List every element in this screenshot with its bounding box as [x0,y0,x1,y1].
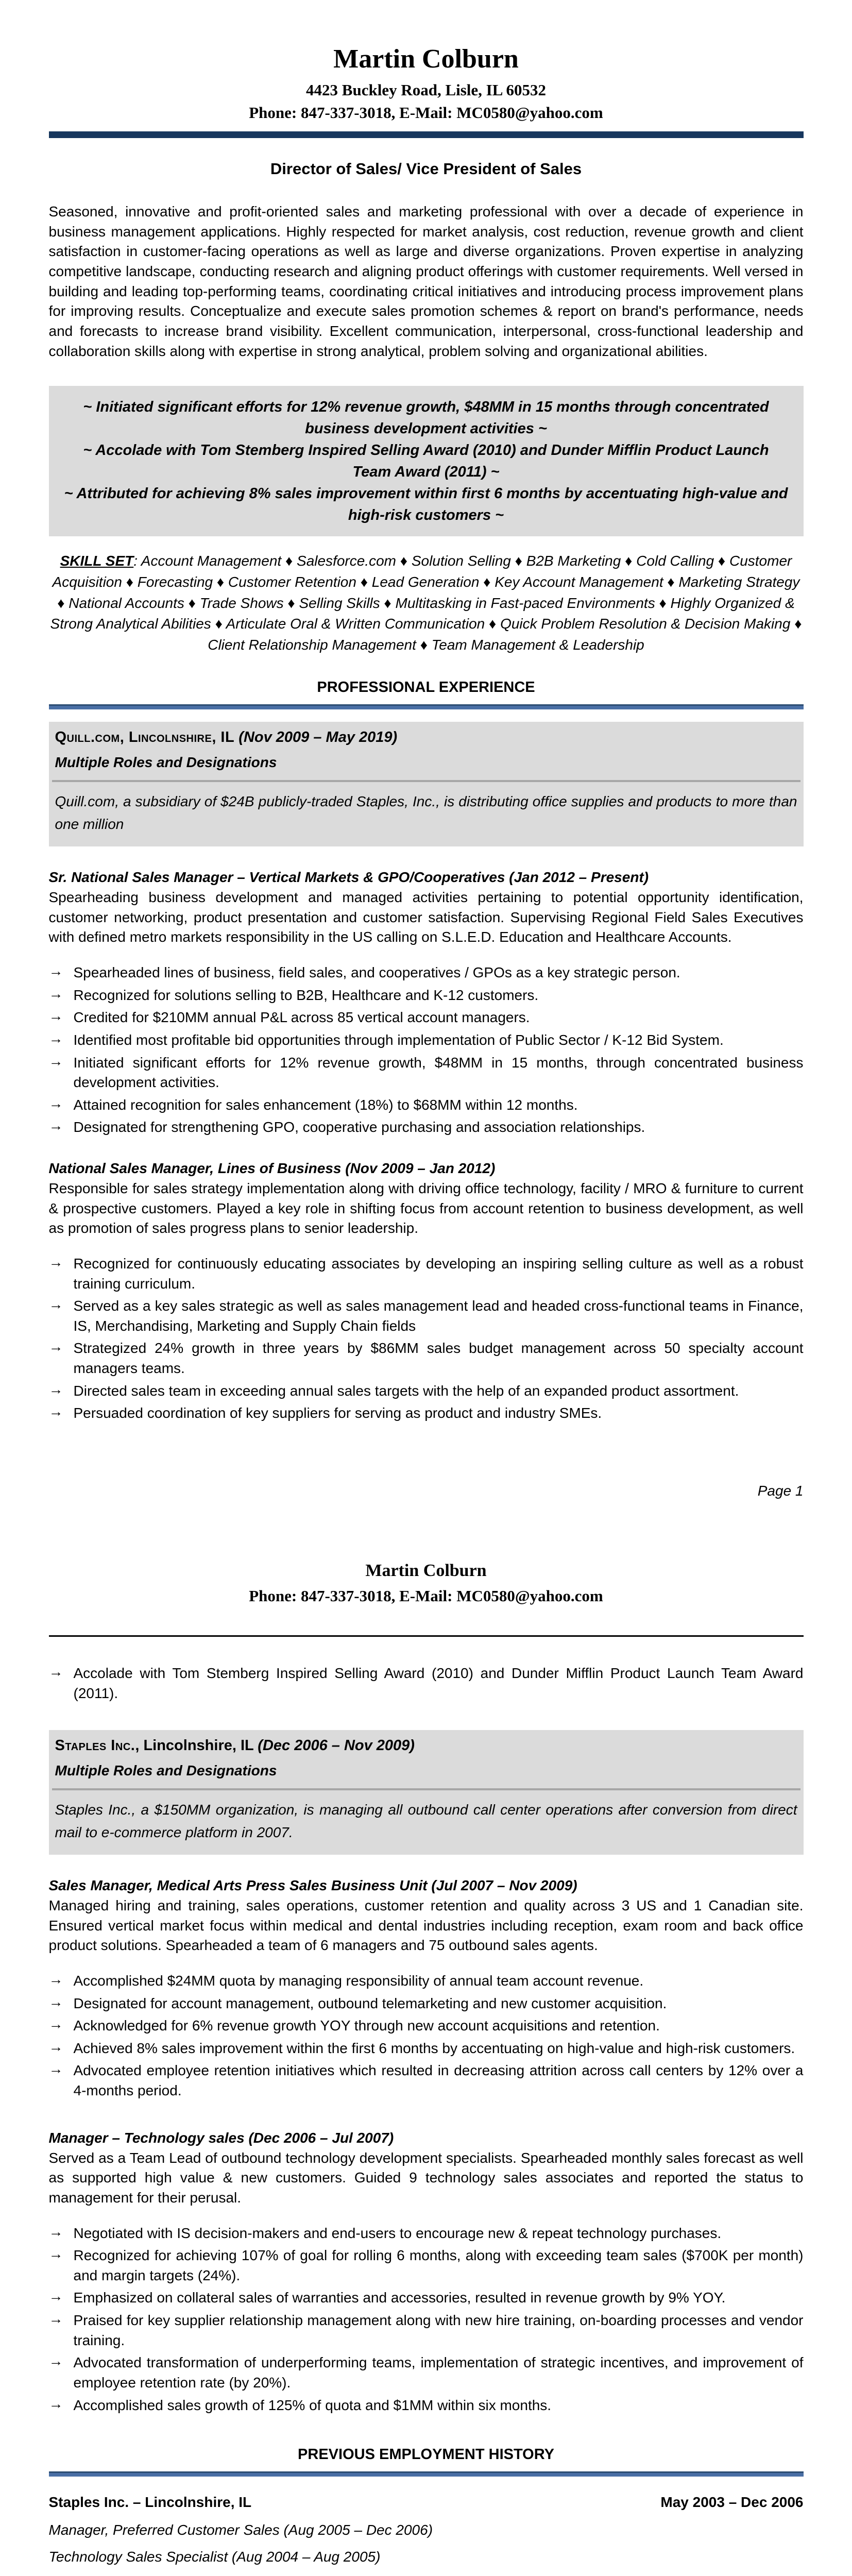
company-box-quill [49,722,804,846]
employer-dates: May 2003 – Dec 2006 [660,2494,804,2511]
bullet-text: Accolade with Tom Stemberg Inspired Selling Award (2010) and Dunder Mifflin Product Launch Team Award (2011). [73,1665,804,1701]
header-rule [49,131,804,138]
arrow-bullet-icon: → [48,1971,63,1987]
role-bullet [49,1095,804,1115]
section-rule [49,704,804,709]
role-title: National Sales Manager, Lines of Business (Nov 2009 – Jan 2012) [48,1160,496,1177]
role-bullet [49,2288,804,2308]
arrow-bullet-icon: → [48,1030,63,1046]
previous-employer [49,2494,804,2576]
arrow-bullet-icon: → [48,1253,63,1270]
role-description: Managed hiring and training, sales operations, customer retention and quality across 3 US and 1 Canadian site. Ensured vertical market focus within medical and dental industries including reception, exam room and back office product solutions. Spearheaded a team of 6 managers and 75 outbound sales agents. [48,1897,804,1954]
arrow-bullet-icon: → [48,2038,63,2055]
bullet-text: Advocated transformation of underperforming teams, implementation of strategic incentives, and improvement of employee retention rate (by 20%). [73,2354,804,2391]
role-title: Sales Manager, Medical Arts Press Sales Business Unit (Jul 2007 – Nov 2009) [48,1877,577,1893]
bullet-text: Praised for key supplier relationship management along with new hire training, on-boarding processes and vendor training. [73,2312,804,2348]
arrow-bullet-icon: → [48,963,63,979]
bullet-text: Achieved 8% sales improvement within the first 6 months by accentuating on high-value and high-risk customers. [73,2040,795,2056]
bullet-text: Acknowledged for 6% revenue growth YOY through new account acquisitions and retention. [73,2018,660,2034]
bullet-text: Initiated significant efforts for 12% revenue growth, $48MM in 15 months, through concentrated business development activities. [73,1054,804,1091]
role-bullet [49,2311,804,2350]
skill-set-label: SKILL SET [60,553,134,569]
role-bullet [49,1296,804,1336]
role-bullet [49,2396,804,2416]
company-box-staples [49,1730,804,1855]
arrow-bullet-icon: → [48,2016,63,2032]
arrow-bullet-icon: → [48,1993,63,2010]
bullet-text: Spearheaded lines of business, field sales, and cooperatives / GPOs as a key strategic person. [73,964,680,981]
bullet-text: Credited for $210MM annual P&L across 85 vertical account managers. [73,1009,530,1026]
role-bullet [49,2246,804,2285]
arrow-bullet-icon: → [48,2246,63,2262]
employer-name: Staples Inc. – Lincolnshire, IL [48,2494,252,2511]
bullet-text: Served as a key sales strategic as well as sales management lead and headed cross-functional teams in Finance, IS, Merchandising, Marketing and Supply Chain fields [73,1298,804,1334]
arrow-bullet-icon: → [48,1053,63,1069]
role-description: Responsible for sales strategy implementation along with driving office technology, facility / MRO & furniture to current & prospective customers. Played a key role in shifting focus from account retention to business development, as well as promotion of sales progress plans to senior leadership. [48,1180,804,1236]
role-bullet-list [49,2224,804,2416]
page2-header-rule [49,1635,804,1637]
resume-document [49,0,804,2576]
role-bullet [49,986,804,1006]
role-bullet [49,2016,804,2036]
bullet-text: Accomplished sales growth of 125% of quota and $1MM within six months. [73,2397,552,2413]
company-subtitle: Multiple Roles and Designations [55,1762,277,1779]
employer-role: Manager, Preferred Customer Sales (Aug 2005 – Dec 2006) [48,2522,433,2538]
role-bullet [49,2061,804,2100]
bullet-text: Strategized 24% growth in three years by $86MM sales budget management across 50 specialty account managers teams. [73,1340,804,1377]
bullet-text: Designated for account management, outbound telemarketing and new customer acquisition. [73,1995,667,2011]
contact-phone-email: Phone: 847-337-3018, E-Mail: MC0580@yahoo.com [249,1586,603,1605]
carryover-bullet-list [49,1664,804,1703]
arrow-bullet-icon: → [48,985,63,1002]
arrow-bullet-icon: → [48,1117,63,1134]
arrow-bullet-icon: → [48,1296,63,1313]
role-bullet [49,1117,804,1138]
candidate-name: Martin Colburn [333,44,519,74]
role-bullet [49,1338,804,1378]
resume-title: Director of Sales/ Vice President of Sales [270,160,582,178]
company-description: Staples Inc., a $150MM organization, is managing all outbound call center operations after conversion from direct mail to e-commerce platform in 2007. [55,1802,797,1840]
company-dates: (Dec 2006 – Nov 2009) [258,1737,415,1754]
page-number: Page 1 [757,1482,804,1499]
bullet-text: Attained recognition for sales enhancement (18%) to $68MM within 12 months. [73,1096,578,1113]
skill-set-colon: : [133,553,141,569]
role-bullet [49,2039,804,2059]
bullet-text: Identified most profitable bid opportunities through implementation of Public Sector / K-12 Bid System. [73,1031,724,1048]
section-heading-professional-experience: PROFESSIONAL EXPERIENCE [317,679,535,696]
arrow-bullet-icon: → [48,1663,63,1680]
arrow-bullet-icon: → [48,2223,63,2240]
role-bullet [49,1008,804,1028]
company-title [49,1730,804,1754]
role-description: Served as a Team Lead of outbound technology development specialists. Spearheaded monthly sales forecast as well as supported high value & new customers. Guided 9 technology sales associates and reported the status to management for their perusal. [48,2149,804,2206]
arrow-bullet-icon: → [48,2311,63,2327]
role-bullet [49,1971,804,1991]
arrow-bullet-icon: → [48,2353,63,2369]
role-description: Spearheading business development and managed activities pertaining to potential opportunity identification, customer networking, product presentation and customer satisfaction. Supervising Regional Field Sales Executives with defined metro markets responsibility in the US calling on S.L.E.D. Education and Healthcare Accounts. [48,889,804,945]
bullet-text: Negotiated with IS decision-makers and end-users to encourage new & repeat technology purchases. [73,2225,722,2241]
section-heading-previous-employment: PREVIOUS EMPLOYMENT HISTORY [298,2446,554,2463]
section-rule [49,2471,804,2477]
contact-phone-email: Phone: 847-337-3018, E-Mail: MC0580@yahoo.com [249,104,603,122]
professional-summary: Seasoned, innovative and profit-oriented sales and marketing professional with over a decade of experience in business management applications. Highly respected for market analysis, cost reduction, revenue growth and client satisfaction in customer-facing operations as well as large and diverse organizations. Proven expertise in analyzing competitive landscape, conducting research and aligning product offerings with customer requirements. Well versed in building and leading top-performing teams, coordinating critical initiatives and introducing process improvement plans for improving results. Conceptualize and execute sales promotion schemes & report on brand's performance, needs and forecasts to increase brand visibility. Excellent communication, interpersonal, cross-functional leadership and collaboration skills along with expertise in strong analytical, problem solving and organizational abilities. [48,204,804,359]
company-description: Quill.com, a subsidiary of $24B publicly-traded Staples, Inc., is distributing office supplies and products to more than one million [55,793,797,832]
bullet-text: Advocated employee retention initiatives which resulted in decreasing attrition across call centers by 12% over a 4-months period. [73,2062,804,2098]
company-location: , Lincolnshire, IL [135,1737,258,1754]
role-bullet [49,1053,804,1093]
company-name: Quill.com, Lincolnshire, IL [55,729,235,746]
company-title [49,722,804,746]
skill-set-section [49,551,804,655]
role-bullet [49,1381,804,1401]
role-title: Manager – Technology sales (Dec 2006 – Jul 2007) [48,2129,394,2146]
achievement-highlight: ~ Attributed for achieving 8% sales improvement within first 6 months by accentuating high-value and high-risk customers ~ [64,485,788,524]
bullet-text: Directed sales team in exceeding annual sales targets with the help of an expanded product assortment. [73,1382,739,1399]
role-bullet-list [49,1971,804,2101]
role-bullet [49,2353,804,2393]
bullet-text: Recognized for continuously educating associates by developing an inspiring selling culture as well as a robust training curriculum. [73,1255,804,1292]
bullet-text: Recognized for achieving 107% of goal for rolling 6 months, along with exceeding team sales ($700K per month) and margin targets (24%). [73,2247,804,2283]
arrow-bullet-icon: → [48,1381,63,1397]
role-bullet [49,1254,804,1294]
arrow-bullet-icon: → [48,1095,63,1111]
company-subtitle: Multiple Roles and Designations [55,754,277,771]
bullet-text: Emphasized on collateral sales of warranties and accessories, resulted in revenue growth by 9% YOY. [73,2290,726,2306]
achievement-highlight: ~ Accolade with Tom Stemberg Inspired Selling Award (2010) and Dunder Mifflin Product Launch Team Award (2011) ~ [83,442,769,481]
role-bullet [49,1030,804,1050]
role-bullet [49,1403,804,1423]
arrow-bullet-icon: → [48,2061,63,2077]
arrow-bullet-icon: → [48,2395,63,2412]
role-bullet-list [49,1254,804,1423]
employer-role: Technology Sales Specialist (Aug 2004 – Aug 2005) [48,2548,381,2565]
arrow-bullet-icon: → [48,1008,63,1024]
achievements-highlight-box [49,386,804,536]
arrow-bullet-icon: → [48,1403,63,1420]
role-bullet-list [49,963,804,1138]
role-bullet [49,1994,804,2014]
bullet-text: Accomplished $24MM quota by managing responsibility of annual team account revenue. [73,1972,644,1989]
achievement-highlight: ~ Initiated significant efforts for 12% revenue growth, $48MM in 15 months through concentrated business development activities ~ [83,399,769,437]
bullet-text: Persuaded coordination of key suppliers for serving as product and industry SMEs. [73,1405,602,1421]
arrow-bullet-icon: → [48,1338,63,1355]
role-bullet [49,2224,804,2244]
skill-set-items: Account Management ♦ Salesforce.com ♦ Solution Selling ♦ B2B Marketing ♦ Cold Calling ♦ Customer Acquisition ♦ Forecasting ♦ Customer Retention ♦ Lead Generation ♦ Key Account Management ♦ Marketing Strategy ♦ National Accounts ♦ Trade Shows ♦ Selling Skills ♦ Multitasking in Fast-paced Environments ♦ Highly Organized & Strong Analytical Abilities ♦ Articulate Oral & Written Communication ♦ Quick Problem Resolution & Decision Making ♦ Client Relationship Management ♦ Team Management & Leadership [50,553,802,653]
role-bullet [49,963,804,983]
arrow-bullet-icon: → [48,2288,63,2304]
company-dates: (Nov 2009 – May 2019) [238,729,398,746]
role-title: Sr. National Sales Manager – Vertical Markets & GPO/Cooperatives (Jan 2012 – Present) [48,869,649,886]
bullet-text: Recognized for solutions selling to B2B, Healthcare and K-12 customers. [73,987,539,1003]
company-name: Staples Inc. [55,1737,135,1754]
employer-role [49,2570,804,2576]
role-bullet [49,1664,804,1703]
bullet-text: Designated for strengthening GPO, cooperative purchasing and association relationships. [73,1119,645,1136]
candidate-name: Martin Colburn [365,1561,487,1580]
employer-role-list [49,2517,804,2576]
contact-address: 4423 Buckley Road, Lisle, IL 60532 [306,81,546,99]
